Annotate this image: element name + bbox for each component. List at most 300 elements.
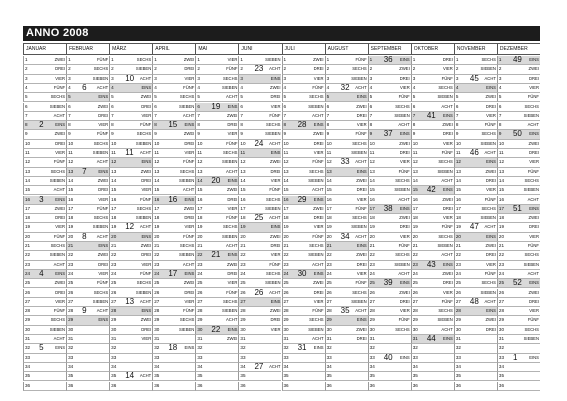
day-cell bbox=[238, 326, 281, 335]
day-word: SIEBEN bbox=[351, 75, 367, 81]
day-cell bbox=[325, 223, 368, 232]
day-cell bbox=[109, 289, 152, 298]
day-word: ZWEI bbox=[97, 252, 109, 258]
week-number: 14 bbox=[125, 372, 135, 381]
day-cell bbox=[195, 270, 238, 279]
day-word: ACHT bbox=[182, 112, 195, 118]
day-cell bbox=[325, 326, 368, 335]
day-word: DREI bbox=[399, 298, 410, 304]
day-number: 6 bbox=[498, 103, 502, 109]
day-number: 8 bbox=[412, 122, 416, 128]
day-cell bbox=[195, 65, 238, 74]
day-cell bbox=[325, 289, 368, 298]
day-number: 28 bbox=[326, 308, 332, 314]
day-number: 17 bbox=[412, 205, 418, 211]
day-cell bbox=[238, 93, 281, 102]
day-number: 31 bbox=[369, 336, 375, 341]
day-word: SIEBEN bbox=[49, 103, 66, 109]
day-number: 2 bbox=[154, 66, 157, 72]
month-name: FEBRUAR bbox=[66, 44, 109, 54]
day-word: FÜNF bbox=[226, 289, 238, 295]
day-number: 32 bbox=[154, 345, 160, 351]
day-cell bbox=[238, 205, 281, 214]
day-cell bbox=[195, 354, 238, 363]
day-number: 33 bbox=[369, 354, 375, 360]
day-cell bbox=[454, 316, 497, 325]
day-cell bbox=[325, 233, 368, 242]
day-number: 15 bbox=[154, 187, 160, 193]
day-cell bbox=[368, 186, 411, 195]
day-cell bbox=[368, 316, 411, 325]
day-word: DREI bbox=[313, 289, 324, 295]
day-cell bbox=[325, 205, 368, 214]
day-cell bbox=[368, 307, 411, 316]
day-number: 20 bbox=[240, 233, 246, 239]
day-cell bbox=[282, 316, 325, 325]
day-word: ACHT bbox=[527, 122, 539, 128]
month-name: JULI bbox=[282, 44, 325, 54]
day-number: 6 bbox=[326, 103, 330, 109]
day-number: 12 bbox=[68, 159, 74, 165]
day-cell bbox=[282, 168, 325, 177]
day-number: 23 bbox=[25, 261, 31, 267]
day-word: SIEBEN bbox=[135, 215, 152, 221]
day-number: 4 bbox=[498, 84, 502, 90]
day-number: 3 bbox=[25, 75, 28, 81]
day-word: EINS bbox=[443, 261, 453, 267]
week-number: 9 bbox=[82, 307, 87, 316]
week-number: 41 bbox=[426, 111, 436, 120]
day-number: 36 bbox=[68, 382, 74, 388]
day-cell bbox=[454, 233, 497, 242]
day-word: FÜNF bbox=[96, 205, 109, 211]
day-number: 19 bbox=[25, 224, 31, 230]
day-number: 2 bbox=[412, 66, 416, 72]
day-cell bbox=[454, 177, 497, 186]
day-word: SIEBEN bbox=[222, 159, 238, 165]
day-number: 23 bbox=[111, 261, 117, 267]
day-cell bbox=[152, 93, 195, 102]
day-cell bbox=[497, 56, 540, 65]
day-number: 35 bbox=[283, 373, 289, 379]
day-number: 6 bbox=[68, 103, 71, 109]
day-cell bbox=[454, 289, 497, 298]
week-number: 1 bbox=[512, 353, 518, 362]
day-number: 16 bbox=[111, 196, 117, 202]
day-word: VIER bbox=[55, 150, 66, 155]
day-number: 16 bbox=[240, 196, 246, 202]
day-word: SIEBEN bbox=[394, 261, 410, 267]
day-word: DREI bbox=[356, 112, 367, 118]
day-cell bbox=[195, 372, 238, 381]
day-number: 4 bbox=[283, 84, 287, 90]
day-cell bbox=[109, 112, 152, 121]
week-number: 34 bbox=[340, 232, 350, 241]
day-cell bbox=[66, 75, 109, 84]
day-word: DREI bbox=[442, 131, 453, 137]
day-number: 28 bbox=[283, 308, 289, 314]
day-word: EINS bbox=[55, 270, 66, 276]
day-cell bbox=[368, 149, 411, 158]
day-cell bbox=[23, 186, 66, 195]
day-number: 12 bbox=[25, 159, 31, 165]
day-number: 12 bbox=[412, 159, 418, 165]
day-cell bbox=[368, 75, 411, 84]
day-cell bbox=[368, 354, 411, 363]
day-word: EINS bbox=[184, 270, 195, 276]
day-cell bbox=[66, 382, 109, 391]
day-word: EINS bbox=[399, 131, 410, 137]
day-word: ZWEI bbox=[399, 215, 410, 221]
week-number: 40 bbox=[383, 353, 393, 362]
day-cell bbox=[497, 326, 540, 335]
day-word: ACHT bbox=[355, 84, 367, 90]
day-word: SIEBEN bbox=[92, 224, 109, 230]
day-number: 17 bbox=[68, 205, 74, 211]
day-cell bbox=[152, 65, 195, 74]
day-word: SIEBEN bbox=[178, 177, 195, 183]
day-number: 1 bbox=[283, 57, 287, 62]
day-word: FÜNF bbox=[398, 317, 410, 323]
day-cell bbox=[23, 335, 66, 344]
day-word: ZWEI bbox=[140, 94, 152, 100]
day-word: ACHT bbox=[139, 75, 152, 81]
day-word: ZWEI bbox=[54, 280, 66, 286]
day-word: SECHS bbox=[352, 66, 367, 72]
day-number: 2 bbox=[197, 66, 200, 72]
day-word: SIEBEN bbox=[49, 177, 66, 183]
day-cell bbox=[66, 307, 109, 316]
day-number: 21 bbox=[68, 243, 74, 248]
day-word: SECHS bbox=[395, 326, 410, 332]
day-word: ACHT bbox=[441, 177, 453, 183]
day-cell bbox=[195, 158, 238, 167]
day-word: SIEBEN bbox=[49, 326, 66, 332]
day-cell bbox=[152, 307, 195, 316]
day-word: SIEBEN bbox=[480, 215, 496, 221]
month-name: JANUAR bbox=[23, 44, 66, 54]
day-cell bbox=[411, 298, 454, 307]
day-cell bbox=[152, 75, 195, 84]
day-cell bbox=[282, 130, 325, 139]
day-cell bbox=[411, 354, 454, 363]
week-number: 21 bbox=[211, 251, 221, 260]
day-cell bbox=[325, 354, 368, 363]
day-cell bbox=[368, 196, 411, 205]
day-number: 7 bbox=[68, 112, 71, 118]
day-cell bbox=[368, 177, 411, 186]
day-word: SECHS bbox=[222, 298, 238, 304]
day-word: SECHS bbox=[481, 57, 496, 62]
day-word: EINS bbox=[356, 168, 367, 174]
day-number: 21 bbox=[283, 243, 289, 248]
day-number: 25 bbox=[25, 280, 31, 286]
day-word: ZWEI bbox=[270, 233, 281, 239]
week-number: 47 bbox=[469, 223, 479, 232]
day-cell bbox=[23, 223, 66, 232]
day-number: 32 bbox=[197, 345, 203, 351]
day-word: SIEBEN bbox=[351, 150, 367, 155]
day-cell bbox=[497, 242, 540, 251]
day-cell bbox=[497, 372, 540, 381]
day-number: 22 bbox=[283, 252, 289, 258]
day-cell bbox=[454, 354, 497, 363]
day-word: ACHT bbox=[139, 373, 152, 379]
day-number: 27 bbox=[412, 298, 418, 304]
day-word: ACHT bbox=[484, 224, 496, 230]
day-word: SECHS bbox=[50, 168, 66, 174]
day-number: 17 bbox=[369, 205, 375, 211]
day-cell bbox=[454, 103, 497, 112]
day-cell bbox=[282, 149, 325, 158]
day-number: 25 bbox=[498, 280, 505, 286]
day-number: 35 bbox=[326, 373, 332, 379]
day-number: 10 bbox=[154, 140, 160, 146]
day-word: VIER bbox=[529, 308, 539, 314]
day-word: ACHT bbox=[398, 270, 410, 276]
day-number: 15 bbox=[455, 187, 461, 193]
day-number: 8 bbox=[68, 122, 71, 128]
day-word: SECHS bbox=[50, 94, 66, 100]
day-word: SECHS bbox=[438, 233, 453, 239]
day-number: 18 bbox=[498, 215, 505, 221]
day-cell bbox=[368, 344, 411, 353]
day-cell bbox=[66, 289, 109, 298]
day-cell bbox=[23, 65, 66, 74]
day-word: VIER bbox=[529, 233, 539, 239]
day-number: 27 bbox=[283, 298, 289, 304]
day-number: 36 bbox=[197, 382, 203, 388]
day-cell bbox=[109, 65, 152, 74]
week-number: 50 bbox=[512, 130, 522, 139]
day-number: 32 bbox=[111, 345, 117, 351]
day-word: ZWEI bbox=[183, 131, 195, 137]
day-cell bbox=[411, 149, 454, 158]
day-cell bbox=[66, 65, 109, 74]
day-cell bbox=[454, 93, 497, 102]
day-number: 24 bbox=[455, 270, 461, 276]
day-word: DREI bbox=[227, 196, 238, 202]
day-number: 3 bbox=[154, 75, 157, 81]
day-cell bbox=[66, 372, 109, 381]
day-cell bbox=[23, 251, 66, 260]
day-word: FÜNF bbox=[441, 224, 453, 230]
day-cell bbox=[238, 56, 281, 65]
day-cell bbox=[368, 279, 411, 288]
day-cell bbox=[411, 372, 454, 381]
day-word: DREI bbox=[313, 66, 324, 72]
day-word: EINS bbox=[486, 84, 496, 90]
day-cell bbox=[109, 130, 152, 139]
day-cell bbox=[497, 93, 540, 102]
day-number: 6 bbox=[25, 103, 28, 109]
day-cell bbox=[23, 242, 66, 251]
day-number: 9 bbox=[240, 131, 243, 137]
day-number: 1 bbox=[240, 57, 243, 62]
day-number: 10 bbox=[498, 140, 505, 146]
day-number: 14 bbox=[111, 177, 117, 183]
day-word: DREI bbox=[141, 177, 152, 183]
day-word: DREI bbox=[98, 112, 109, 118]
day-cell bbox=[282, 223, 325, 232]
day-word: ACHT bbox=[53, 112, 66, 118]
day-word: SIEBEN bbox=[135, 140, 152, 146]
day-cell bbox=[411, 233, 454, 242]
day-number: 15 bbox=[283, 187, 289, 193]
day-number: 7 bbox=[240, 112, 243, 118]
day-number: 17 bbox=[498, 205, 505, 211]
day-cell bbox=[282, 233, 325, 242]
day-number: 16 bbox=[369, 196, 375, 202]
day-cell bbox=[411, 279, 454, 288]
day-word: SIEBEN bbox=[523, 261, 539, 267]
day-cell bbox=[152, 205, 195, 214]
day-number: 35 bbox=[154, 373, 160, 379]
day-cell bbox=[66, 121, 109, 130]
day-number: 10 bbox=[455, 140, 461, 146]
day-cell bbox=[23, 214, 66, 223]
day-cell bbox=[66, 261, 109, 270]
day-number: 18 bbox=[240, 215, 246, 221]
day-number: 31 bbox=[111, 336, 117, 341]
day-number: 24 bbox=[240, 270, 246, 276]
day-word: EINS bbox=[141, 308, 152, 314]
week-number: 7 bbox=[82, 167, 87, 176]
day-number: 1 bbox=[326, 57, 330, 62]
day-cell bbox=[195, 242, 238, 251]
day-word: EINS bbox=[270, 224, 281, 230]
week-number: 20 bbox=[211, 176, 221, 185]
day-cell bbox=[411, 56, 454, 65]
day-number: 12 bbox=[283, 159, 289, 165]
day-cell bbox=[152, 242, 195, 251]
day-cell bbox=[411, 158, 454, 167]
day-number: 33 bbox=[455, 354, 461, 360]
day-cell bbox=[109, 270, 152, 279]
day-cell bbox=[23, 103, 66, 112]
day-cell bbox=[454, 326, 497, 335]
day-cell bbox=[195, 298, 238, 307]
day-number: 34 bbox=[68, 363, 74, 369]
day-cell bbox=[195, 316, 238, 325]
day-number: 10 bbox=[412, 140, 418, 146]
week-number: 6 bbox=[82, 83, 87, 92]
day-number: 9 bbox=[412, 131, 416, 137]
day-word: DREI bbox=[227, 270, 238, 276]
day-cell bbox=[368, 242, 411, 251]
day-cell bbox=[497, 289, 540, 298]
day-cell bbox=[195, 382, 238, 391]
day-cell bbox=[454, 251, 497, 260]
day-word: ACHT bbox=[355, 233, 367, 239]
day-word: VIER bbox=[399, 159, 410, 165]
day-number: 21 bbox=[240, 243, 246, 248]
day-cell bbox=[454, 223, 497, 232]
day-number: 8 bbox=[283, 122, 287, 128]
day-cell bbox=[66, 326, 109, 335]
day-number: 3 bbox=[283, 75, 287, 81]
day-cell bbox=[109, 382, 152, 391]
day-cell bbox=[497, 130, 540, 139]
day-word: VIER bbox=[270, 103, 281, 109]
day-number: 33 bbox=[283, 354, 289, 360]
day-word: SIEBEN bbox=[92, 150, 109, 155]
day-number: 9 bbox=[369, 131, 373, 137]
day-number: 7 bbox=[455, 112, 459, 118]
day-number: 10 bbox=[197, 140, 203, 146]
day-number: 23 bbox=[68, 261, 74, 267]
day-cell bbox=[454, 382, 497, 391]
day-word: VIER bbox=[141, 261, 152, 267]
day-cell bbox=[238, 354, 281, 363]
day-word: VIER bbox=[270, 252, 281, 258]
day-number: 13 bbox=[455, 168, 461, 174]
day-cell bbox=[109, 103, 152, 112]
day-word: EINS bbox=[98, 243, 109, 248]
day-number: 15 bbox=[498, 187, 505, 193]
day-word: FÜNF bbox=[53, 308, 66, 314]
day-word: SECHS bbox=[481, 131, 496, 137]
day-number: 16 bbox=[68, 196, 74, 202]
day-cell bbox=[411, 270, 454, 279]
day-cell bbox=[325, 382, 368, 391]
day-cell bbox=[66, 168, 109, 177]
week-number: 48 bbox=[469, 297, 479, 306]
day-cell bbox=[411, 289, 454, 298]
day-cell bbox=[238, 289, 281, 298]
day-number: 3 bbox=[111, 75, 114, 81]
day-cell bbox=[282, 140, 325, 149]
day-cell bbox=[368, 233, 411, 242]
day-word: VIER bbox=[443, 66, 453, 72]
day-number: 11 bbox=[498, 150, 504, 155]
day-word: SECHS bbox=[50, 317, 66, 323]
day-word: DREI bbox=[356, 187, 367, 193]
day-word: SIEBEN bbox=[523, 187, 539, 193]
day-number: 34 bbox=[111, 363, 117, 369]
day-word: SECHS bbox=[222, 75, 238, 81]
day-word: SECHS bbox=[266, 270, 281, 276]
day-number: 14 bbox=[240, 177, 246, 183]
day-number: 1 bbox=[25, 57, 28, 62]
day-number: 15 bbox=[68, 187, 74, 193]
day-word: DREI bbox=[485, 177, 496, 183]
day-number: 18 bbox=[197, 215, 203, 221]
day-number: 26 bbox=[283, 289, 289, 295]
week-number: 17 bbox=[168, 269, 178, 278]
day-number: 9 bbox=[68, 131, 71, 137]
day-number: 26 bbox=[498, 289, 505, 295]
day-cell bbox=[109, 298, 152, 307]
day-cell bbox=[152, 186, 195, 195]
day-word: SECHS bbox=[136, 57, 152, 62]
day-cell bbox=[109, 186, 152, 195]
day-cell bbox=[238, 344, 281, 353]
day-word: SECHS bbox=[136, 205, 152, 211]
day-cell bbox=[152, 149, 195, 158]
day-cell bbox=[66, 279, 109, 288]
day-number: 33 bbox=[197, 354, 203, 360]
day-number: 32 bbox=[25, 345, 31, 351]
day-word: ACHT bbox=[226, 94, 238, 100]
day-number: 22 bbox=[197, 252, 203, 258]
day-number: 31 bbox=[283, 336, 289, 341]
day-cell bbox=[109, 84, 152, 93]
day-number: 18 bbox=[154, 215, 160, 221]
day-cell bbox=[66, 270, 109, 279]
day-number: 24 bbox=[498, 270, 505, 276]
day-word: ACHT bbox=[527, 270, 539, 276]
